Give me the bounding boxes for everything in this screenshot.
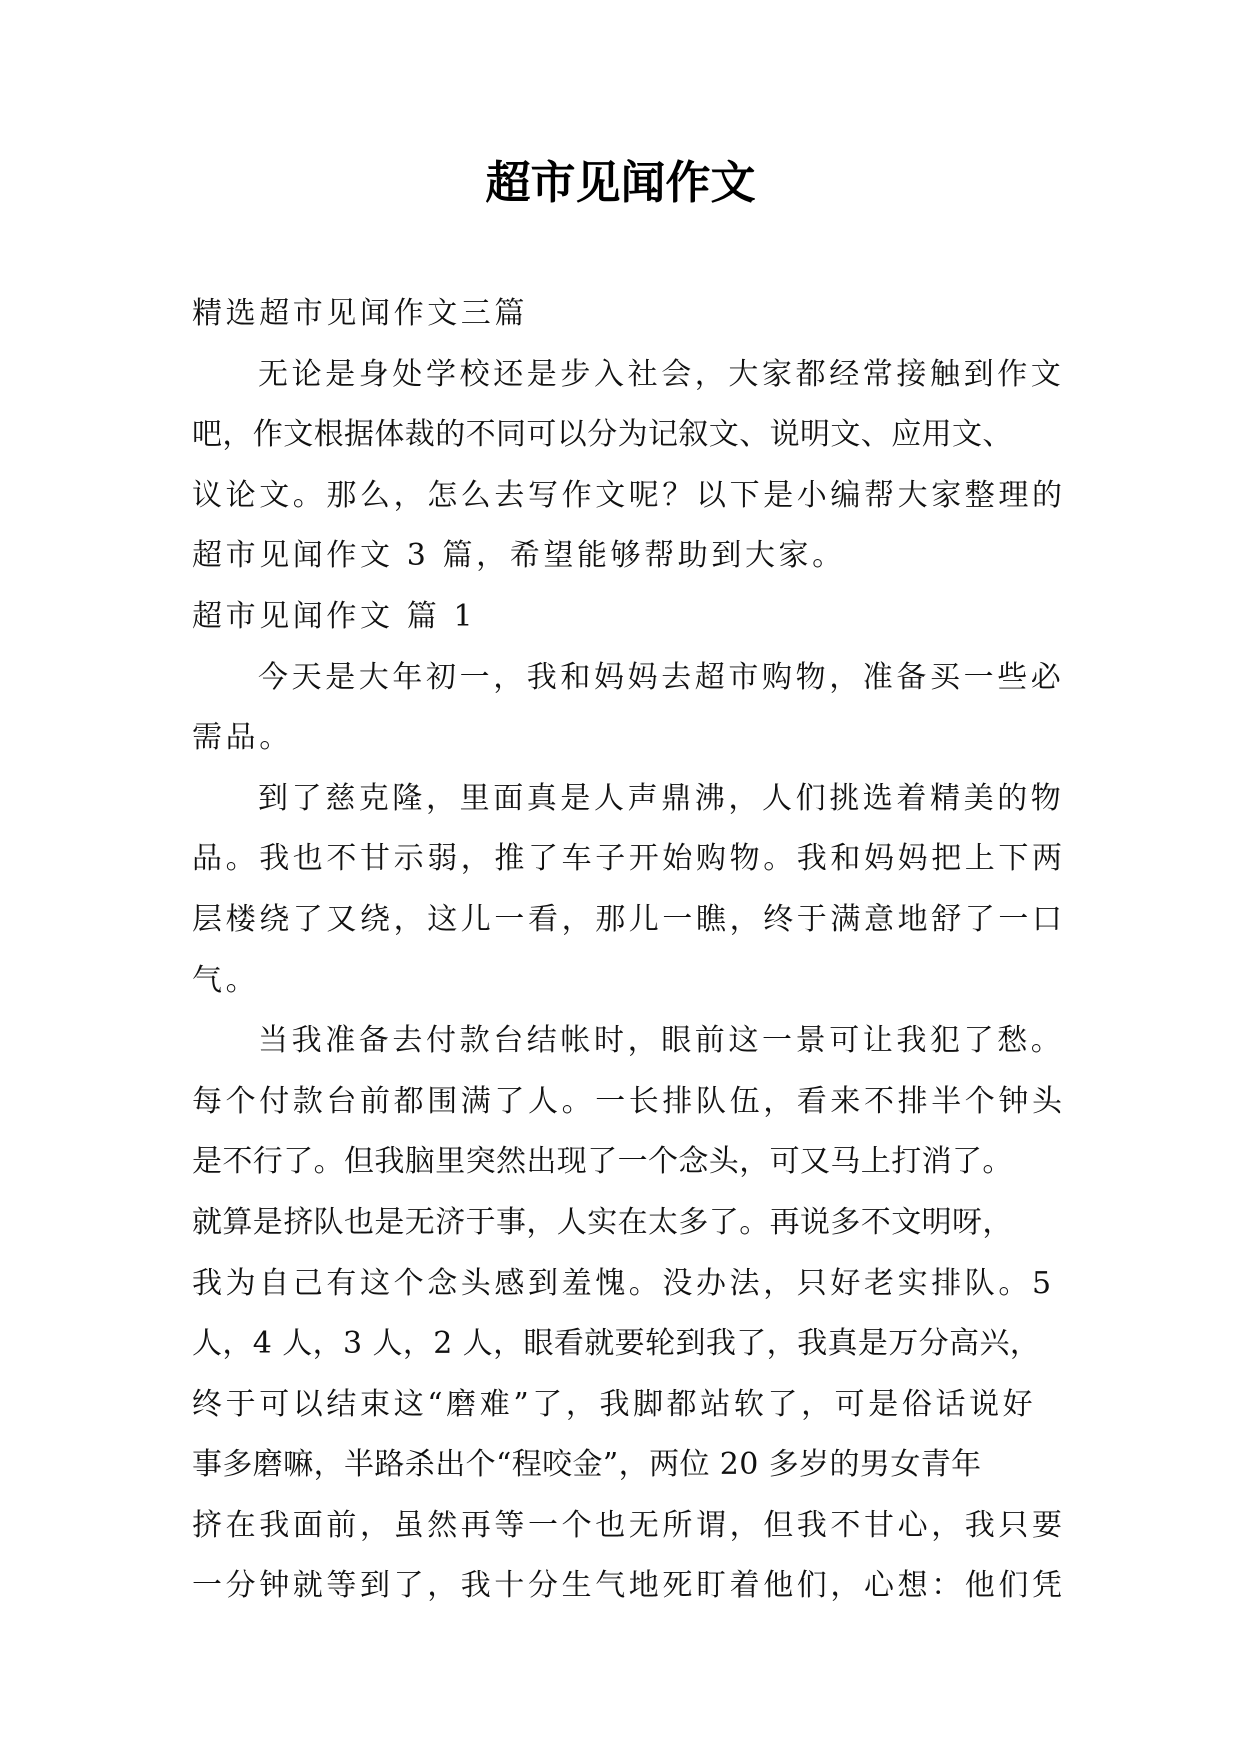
paragraph-line: 气。 [192, 962, 260, 998]
paragraph-line: 我为自己有这个念头感到羞愧。没办法，只好老实排队。5 [192, 1265, 1055, 1301]
paragraph-line: 到了慈克隆，里面真是人声鼎沸，人们挑选着精美的物 [258, 780, 1065, 816]
paragraph-line: 品。我也不甘示弱，推了车子开始购物。我和妈妈把上下两 [192, 841, 1066, 877]
section-heading: 超市见闻作文 篇 1 [192, 598, 477, 634]
paragraph-line: 当我准备去付款台结帐时，眼前这一景可让我犯了愁。 [258, 1023, 1065, 1059]
paragraph-line: 层楼绕了又绕，这儿一看，那儿一瞧，终于满意地舒了一口 [192, 901, 1066, 937]
document-title: 超市见闻作文 [485, 156, 756, 209]
paragraph-line: 事多磨嘛，半路杀出个“程咬金”，两位 20 多岁的男女青年 [192, 1447, 982, 1483]
paragraph-line: 今天是大年初一，我和妈妈去超市购物，准备买一些必 [258, 659, 1065, 695]
document-body [192, 284, 1066, 1617]
subtitle-line: 精选超市见闻作文三篇 [192, 296, 528, 331]
paragraph-line: 超市见闻作文 3 篇，希望能够帮助到大家。 [192, 538, 846, 574]
paragraph-line: 挤在我面前，虽然再等一个也无所谓，但我不甘心，我只要 [192, 1507, 1066, 1543]
paragraph-line: 每个付款台前都围满了人。一长排队伍，看来不排半个钟头 [192, 1083, 1066, 1119]
paragraph-line: 无论是身处学校还是步入社会，大家都经常接触到作文 [258, 356, 1065, 392]
paragraph-line: 就算是挤队也是无济于事，人实在太多了。再说多不文明呀， [192, 1204, 1013, 1240]
paragraph-line: 一分钟就等到了，我十分生气地死盯着他们，心想：他们凭 [192, 1568, 1066, 1604]
paragraph-line: 人，4 人，3 人，2 人，眼看就要轮到我了，我真是万分高兴， [192, 1326, 1041, 1362]
paragraph-line: 是不行了。但我脑里突然出现了一个念头，可又马上打消了。 [192, 1144, 1013, 1180]
paragraph-line: 议论文。那么，怎么去写作文呢？以下是小编帮大家整理的 [192, 477, 1066, 513]
paragraph-line: 吧，作文根据体裁的不同可以分为记叙文、说明文、应用文、 [192, 417, 1013, 453]
paragraph-line: 需品。 [192, 720, 293, 756]
paragraph-line: 终于可以结束这“磨难”了，我脚都站软了，可是俗话说好 [192, 1386, 1037, 1422]
